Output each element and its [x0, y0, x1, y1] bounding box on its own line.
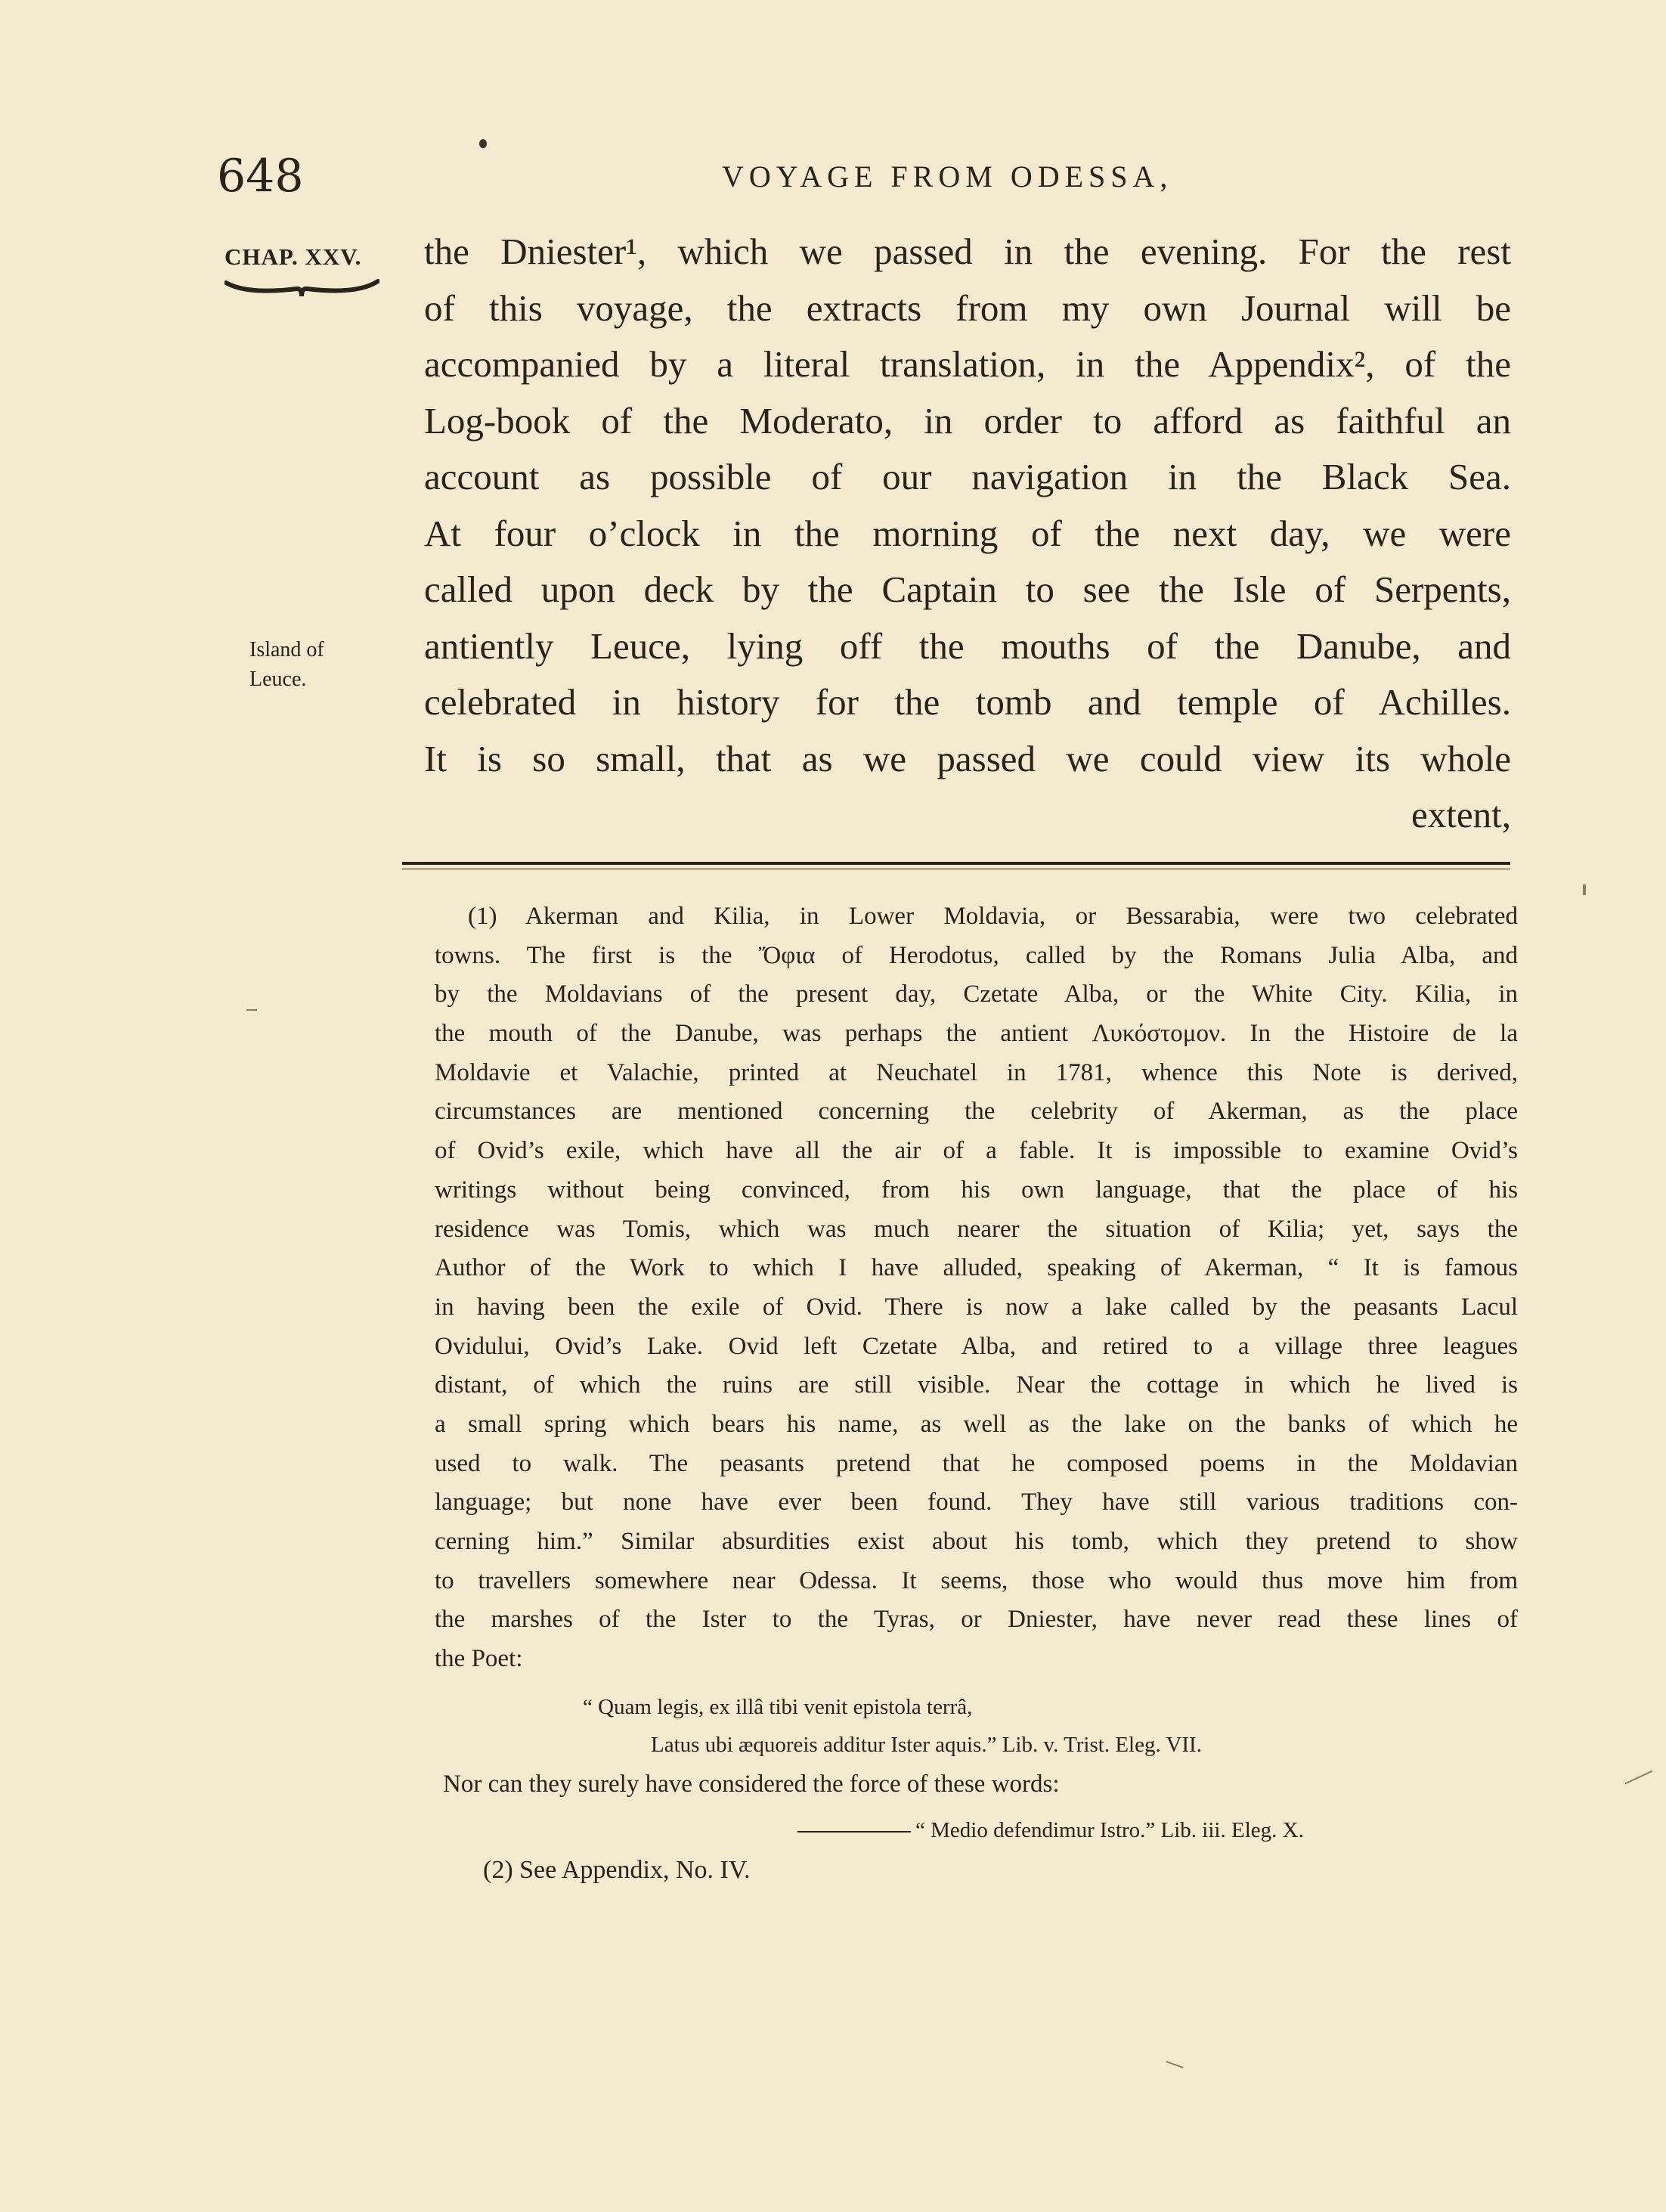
- footnote-2: (2) See Appendix, No. IV.: [483, 1855, 751, 1884]
- footnote-line: the Poet:: [435, 1645, 523, 1673]
- body-line: account as possible of our navigation in the Black Sea.: [424, 456, 1511, 497]
- footnote-line: writings without being convinced, from his own language, that the place of his: [435, 1176, 1518, 1204]
- page-number: 648: [217, 150, 304, 203]
- footnote-lead-in: Nor can they surely have considered the force of these words:: [443, 1770, 1060, 1798]
- footnote-line: distant, of which the ruins are still visible. Near the cottage in which he lived is: [435, 1371, 1518, 1399]
- body-line-catchword: extent,: [1411, 794, 1511, 835]
- chapter-label: CHAP. XXV.: [225, 243, 362, 270]
- stray-mark: [246, 1009, 257, 1011]
- footnote-line: by the Moldavians of the present day, Czetate Alba, or the White City. Kilia, in: [435, 981, 1518, 1008]
- footnote-line: cerning him.” Similar absurdities exist about his tomb, which they pretend to show: [435, 1528, 1518, 1555]
- footnote-line: language; but none have ever been found. They have still various traditions con-: [435, 1489, 1518, 1516]
- footnote-line: used to walk. The peasants pretend that he composed poems in the Moldavian: [435, 1449, 1518, 1477]
- stray-mark: [1624, 1771, 1652, 1785]
- footnotes: [435, 897, 1518, 1893]
- body-line: At four o’clock in the morning of the next day, we were: [424, 512, 1511, 554]
- footnote-line: to travellers somewhere near Odessa. It seems, those who would thus move him from: [435, 1566, 1518, 1594]
- chapter-brace-ornament: [225, 278, 379, 301]
- body-line: antiently Leuce, lying off the mouths of the Danube, and: [424, 624, 1511, 667]
- body-line: called upon deck by the Captain to see the Isle of Serpents,: [424, 568, 1511, 610]
- footnote-line: in having been the exile of Ovid. There is now a lake called by the peasants Lacul: [435, 1293, 1518, 1321]
- footnote-rule: [402, 862, 1510, 865]
- stray-mark: [1166, 2061, 1183, 2068]
- body-line: the Dniester¹, which we passed in the evening. For the rest: [424, 231, 1511, 272]
- footnote-line: Moldavie et Valachie, printed at Neuchatel in 1781, whence this Note is derived,: [435, 1058, 1518, 1086]
- footnote-line: the mouth of the Danube, was perhaps the antient Λυκόστομον. In the Histoire de la: [435, 1020, 1518, 1048]
- verse-quotation-2: [435, 1807, 1518, 1848]
- footnote-line: Ovidului, Ovid’s Lake. Ovid left Czetate Alba, and retired to a village three leagues: [435, 1332, 1518, 1360]
- verse-line-citation: Latus ubi æquoreis additur Ister aquis.” Lib. v. Trist. Eleg. VII.: [651, 1732, 1202, 1757]
- verse-line: “ Quam legis, ex illâ tibi venit epistola terrâ,: [583, 1694, 973, 1719]
- footnote-line: circumstances are mentioned concerning the celebrity of Akerman, as the place: [435, 1098, 1518, 1126]
- margin-note-island-of-leuce: [249, 635, 324, 694]
- running-title: VOYAGE FROM ODESSA,: [722, 160, 1173, 194]
- body-line: celebrated in history for the tomb and temple of Achilles.: [424, 681, 1511, 723]
- footnote-line: residence was Tomis, which was much nearer the situation of Kilia; yet, says the: [435, 1215, 1518, 1243]
- body-text: [424, 224, 1511, 844]
- verse-quotation: [435, 1679, 1518, 1757]
- footnote-line: a small spring which bears his name, as well as the lake on the banks of which he: [435, 1410, 1518, 1438]
- body-line: It is so small, that as we passed we could view its whole: [424, 737, 1511, 779]
- margin-note-line: Leuce.: [249, 668, 307, 691]
- footnote-line: Author of the Work to which I have alluded, speaking of Akerman, “ It is famous: [435, 1254, 1518, 1282]
- verse-line-2-text: “ Medio defendimur Istro.” Lib. iii. Eleg. X.: [915, 1817, 1304, 1842]
- body-line: Log-book of the Moderato, in order to afford as faithful an: [424, 399, 1511, 441]
- stray-mark: [1583, 884, 1586, 895]
- footnote-line: towns. The first is the Ὄφια of Herodotus, called by the Romans Julia Alba, and: [435, 941, 1518, 969]
- footnote-line: of Ovid’s exile, which have all the air of a fable. It is impossible to examine Ovid’s: [435, 1137, 1518, 1165]
- body-line: accompanied by a literal translation, in the Appendix², of the: [424, 343, 1511, 385]
- ink-dot: [479, 139, 487, 148]
- footnote-line: (1) Akerman and Kilia, in Lower Moldavia, or Bessarabia, were two celebrated: [468, 903, 1518, 930]
- em-rule: [797, 1831, 911, 1832]
- verse-line-2: [797, 1811, 1304, 1851]
- footnote-1: [435, 897, 1518, 1679]
- footnote-line: the marshes of the Ister to the Tyras, or Dniester, have never read these lines of: [435, 1606, 1518, 1634]
- body-line: of this voyage, the extracts from my own Journal will be: [424, 287, 1511, 329]
- margin-note-line: Island of: [249, 638, 324, 661]
